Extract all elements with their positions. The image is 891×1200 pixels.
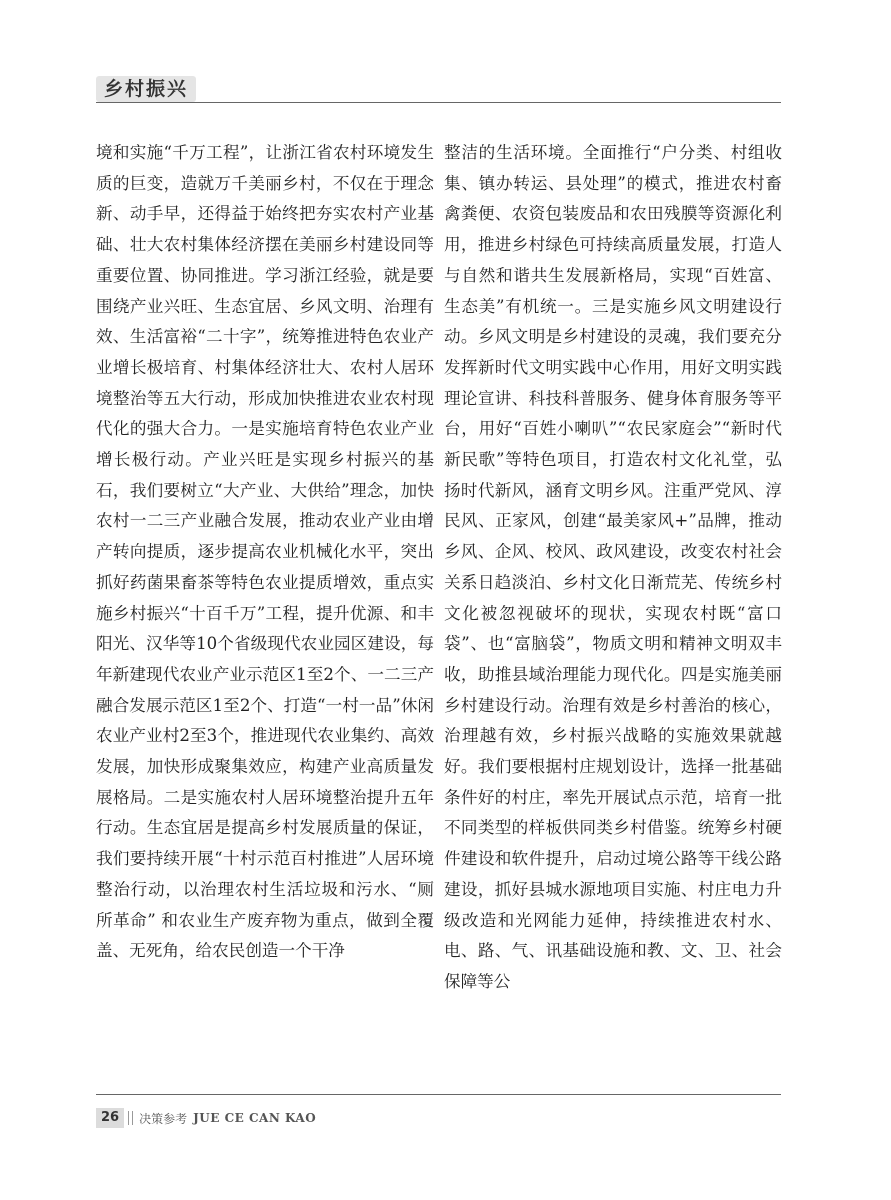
left-column-text: 境和实施“千万工程”，让浙江省农村环境发生质的巨变，造就万千美丽乡村，不仅在于理念新、动手早，还得益于始终把夯实农村产业基础、壮大农村集体经济摆在美丽乡村建设同等重要位置、协同推进。学习浙江经验，就是要围绕产业兴旺、生态宜居、乡风文明、治理有效、生活富裕“二十字”，统筹推进特色农业产业增长极培育、村集体经济壮大、农村人居环境整治等五大行动，形成加快推进农业农村现代化的强大合力。一是实施培育特色农业产业增长极行动。产业兴旺是实现乡村振兴的基石，我们要树立“大产业、大供给”理念，加快农村一二三产业融合发展，推动农业产业由增产转向提质，逐步提高农业机械化水平，突出抓好药菌果畜茶等特色农业提质增效，重点实施乡村振兴“十百千万”工程，提升优源、和丰阳光、汉华等10个省级现代农业园区建设，每年新建现代农业产业示范区1至2个、一二三产融合发展示范区1至2个、打造“一村一品”休闲农业产业村2至3个，推进现代农业集约、高效发展，加快形成聚集效应，构建产业高质量发展格局。二是实施农村人居环境整治提升五年行动。生态宜居是提高乡村发展质量的保证，我们要持续开展“十村示范百村推进”人居环境整治行动，以治理农村生活垃圾和污水、“厕所革命” 和农业生产废弃物为重点，做到全覆盖、无死角，给农民创造一个干净 (96, 143, 434, 961)
footer-separator (128, 1111, 129, 1125)
right-column (444, 138, 782, 1088)
header-divider (96, 102, 781, 103)
section-title: 乡村振兴 (96, 76, 196, 102)
page-footer (96, 1108, 316, 1128)
journal-name-cn: 决策参考 (139, 1111, 188, 1126)
journal-name-en: JUE CE CAN KAO (193, 1111, 317, 1125)
left-column (96, 138, 434, 1088)
right-column-text: 整洁的生活环境。全面推行“户分类、村组收集、镇办转运、县处理”的模式，推进农村畜禽粪便、农资包装废品和农田残膜等资源化利用，推进乡村绿色可持续高质量发展，打造人与自然和谐共生发展新格局，实现“百姓富、生态美”有机统一。三是实施乡风文明建设行动。乡风文明是乡村建设的灵魂，我们要充分发挥新时代文明实践中心作用，用好文明实践理论宣讲、科技科普服务、健身体育服务等平台，用好“百姓小喇叭”“农民家庭会”“新时代新民歌”等特色项目，打造农村文化礼堂，弘扬时代新风，涵育文明乡风。注重严党风、淳民风、正家风，创建“最美家风+”品牌，推动乡风、企风、校风、政风建设，改变农村社会关系日趋淡泊、乡村文化日渐荒芜、传统乡村文化被忽视破坏的现状，实现农村既“富口袋”、也“富脑袋”，物质文明和精神文明双丰收，助推县域治理能力现代化。四是实施美丽乡村建设行动。治理有效是乡村善治的核心，治理越有效，乡村振兴战略的实施效果就越好。我们要根据村庄规划设计，选择一批基础条件好的村庄，率先开展试点示范，培育一批不同类型的样板供同类乡村借鉴。统筹乡村硬件建设和软件提升，启动过境公路等干线公路建设，抓好县城水源地项目实施、村庄电力升级改造和光网能力延伸，持续推进农村水、电、路、气、讯基础设施和教、文、卫、社会保障等公 (444, 143, 782, 991)
footer-divider (96, 1094, 781, 1095)
page-number: 26 (96, 1108, 124, 1128)
footer-separator (132, 1111, 133, 1125)
